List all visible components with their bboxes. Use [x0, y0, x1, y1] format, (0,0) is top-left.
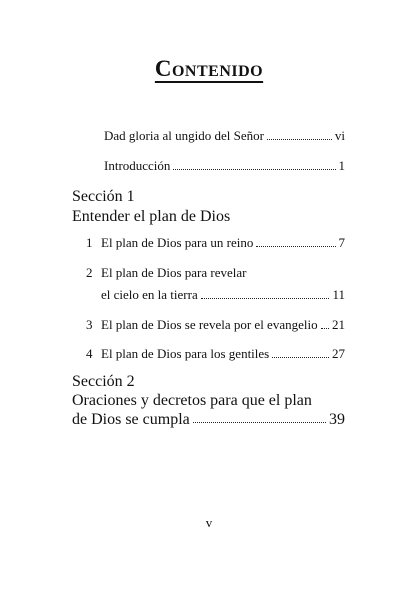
entry-label: El plan de Dios se revela por el evangelio — [101, 317, 318, 332]
dot-leader — [267, 139, 332, 140]
chapter-number: 1 — [86, 235, 93, 250]
toc-entry-dedication — [104, 128, 345, 144]
dot-leader — [321, 328, 329, 329]
section-2-heading: Sección 2 — [72, 373, 135, 390]
entry-label-continued: el cielo en la tierra — [101, 287, 198, 302]
page-number-folio: v — [205, 515, 213, 530]
entry-page: vi — [334, 128, 345, 143]
toc-entry-introduction — [104, 158, 345, 174]
dot-leader — [173, 169, 335, 170]
chapter-number: 4 — [86, 346, 93, 361]
entry-label: Introducción — [104, 158, 171, 173]
section-2-title-line-1: Oraciones y decretos para que el plan — [72, 392, 312, 409]
dot-leader — [201, 298, 330, 299]
entry-label: El plan de Dios para un reino — [101, 235, 254, 250]
entry-page: 7 — [338, 235, 345, 250]
page-title: Contenido — [154, 56, 264, 81]
dot-leader — [272, 357, 329, 358]
toc-entry-chapter-2-line-2 — [101, 287, 345, 303]
entry-page: 21 — [332, 317, 345, 332]
entry-label: El plan de Dios para revelar — [101, 265, 247, 280]
chapter-number: 2 — [86, 265, 93, 280]
toc-entry-chapter-3 — [86, 317, 345, 333]
entry-label: de Dios se cumpla — [72, 411, 190, 428]
dot-leader — [193, 422, 326, 423]
dot-leader — [256, 246, 335, 247]
entry-page: 39 — [329, 411, 345, 428]
entry-label: El plan de Dios para los gentiles — [101, 346, 270, 361]
entry-label: Dad gloria al ungido del Señor — [104, 128, 264, 143]
section-1-title: Entender el plan de Dios — [72, 208, 231, 225]
entry-page: 27 — [332, 346, 345, 361]
toc-entry-chapter-4 — [86, 346, 345, 362]
entry-page: 11 — [332, 287, 345, 302]
section-1-heading: Sección 1 — [72, 188, 135, 205]
entry-page: 1 — [338, 158, 345, 173]
chapter-number: 3 — [86, 317, 93, 332]
toc-entry-chapter-1 — [86, 235, 345, 251]
toc-entry-section-2 — [72, 410, 345, 429]
toc-entry-chapter-2-line-1 — [86, 265, 345, 281]
